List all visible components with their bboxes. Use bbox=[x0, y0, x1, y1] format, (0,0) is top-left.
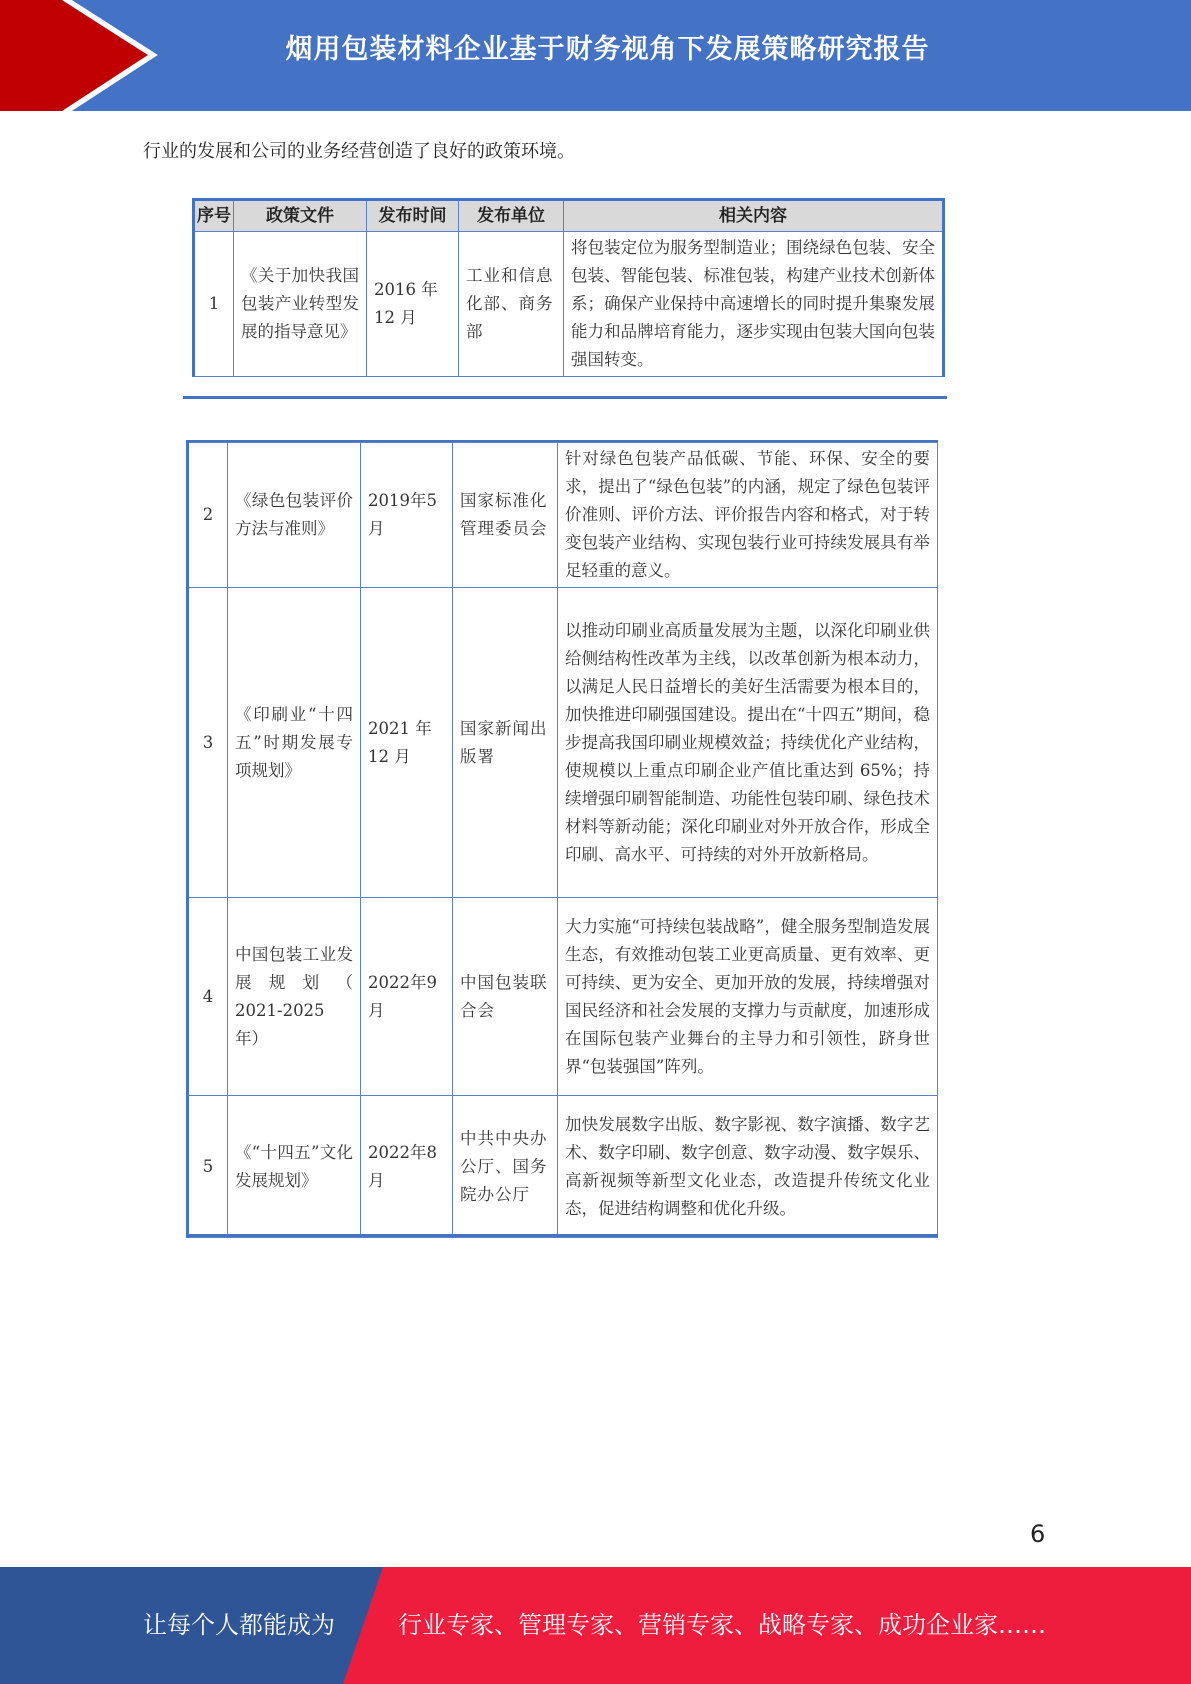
row-doc: 《印刷业“十四五”时期发展专项规划》 bbox=[228, 588, 361, 898]
table-row bbox=[188, 588, 938, 898]
page-number: 6 bbox=[1030, 1520, 1046, 1548]
intro-text: 行业的发展和公司的业务经营创造了良好的政策环境。 bbox=[143, 141, 575, 162]
row-doc: 《关于加快我国包装产业转型发展的指导意见》 bbox=[234, 232, 367, 377]
header-time: 发布时间 bbox=[367, 200, 459, 232]
table-row bbox=[188, 898, 938, 1096]
table-row bbox=[194, 232, 944, 377]
row-time: 2022年8月 bbox=[361, 1096, 453, 1238]
row-no: 4 bbox=[188, 898, 228, 1096]
row-content: 将包装定位为服务型制造业；围绕绿色包装、安全包装、智能包装、标准包装，构建产业技术创新体系；确保产业保持中高速增长的同时提升集聚发展能力和品牌培育能力，逐步实现由包装大国向包装强国转变。 bbox=[564, 232, 944, 377]
row-no: 5 bbox=[188, 1096, 228, 1238]
header-no: 序号 bbox=[194, 200, 234, 232]
page-footer bbox=[0, 1567, 1191, 1684]
header-doc: 政策文件 bbox=[234, 200, 367, 232]
row-doc: 《“十四五”文化发展规划》 bbox=[228, 1096, 361, 1238]
row-unit: 中共中央办公厅、国务院办公厅 bbox=[453, 1096, 558, 1238]
row-doc: 中国包装工业发展规划（ 2021-2025 年） bbox=[228, 898, 361, 1096]
table-row bbox=[188, 1096, 938, 1238]
row-no: 2 bbox=[188, 443, 228, 588]
row-time: 2019年5月 bbox=[361, 443, 453, 588]
header-content: 相关内容 bbox=[564, 200, 944, 232]
footer-slogan-left: 让每个人都能成为 bbox=[143, 1611, 335, 1639]
table-bottom-rule bbox=[183, 396, 947, 399]
footer-slogan-right: 行业专家、管理专家、营销专家、战略专家、成功企业家…… bbox=[398, 1611, 1046, 1639]
row-time: 2021 年 12 月 bbox=[361, 588, 453, 898]
row-unit: 中国包装联合会 bbox=[453, 898, 558, 1096]
table-header-row bbox=[194, 200, 944, 232]
row-unit: 国家标准化管理委员会 bbox=[453, 443, 558, 588]
report-title: 烟用包装材料企业基于财务视角下发展策略研究报告 bbox=[285, 34, 930, 65]
policy-table-part-2 bbox=[186, 442, 938, 1238]
table-bottom-rule bbox=[186, 1234, 938, 1237]
row-no: 3 bbox=[188, 588, 228, 898]
row-content: 针对绿色包装产品低碳、节能、环保、安全的要求，提出了“绿色包装”的内涵，规定了绿色包装评价准则、评价方法、评价报告内容和格式，对于转变包装产业结构、实现包装行业可持续发展具有举足轻重的意义。 bbox=[558, 443, 938, 588]
policy-table-part-1 bbox=[192, 198, 945, 377]
row-no: 1 bbox=[194, 232, 234, 377]
row-unit: 国家新闻出版署 bbox=[453, 588, 558, 898]
row-unit: 工业和信息化部、商务部 bbox=[459, 232, 564, 377]
row-content: 加快发展数字出版、数字影视、数字演播、数字艺术、数字印刷、数字创意、数字动漫、数字娱乐、高新视频等新型文化业态，改造提升传统文化业态，促进结构调整和优化升级。 bbox=[558, 1096, 938, 1238]
header-unit: 发布单位 bbox=[459, 200, 564, 232]
row-doc: 《绿色包装评价方法与准则》 bbox=[228, 443, 361, 588]
row-time: 2016 年 12 月 bbox=[367, 232, 459, 377]
table-row bbox=[188, 443, 938, 588]
page-header bbox=[0, 0, 1191, 111]
row-time: 2022年9月 bbox=[361, 898, 453, 1096]
row-content: 以推动印刷业高质量发展为主题，以深化印刷业供给侧结构性改革为主线，以改革创新为根本动力，以满足人民日益增长的美好生活需要为根本目的，加快推进印刷强国建设。提出在“十四五”期间，稳步提高我国印刷业规模效益；持续优化产业结构，使规模以上重点印刷企业产值比重达到 65%；持续增强印刷智能制造、功能性包装印刷、绿色技术材料等新动能；深化印刷业对外开放合作，形成全印刷、高水平、可持续的对外开放新格局。 bbox=[558, 588, 938, 898]
row-content: 大力实施“可持续包装战略”，健全服务型制造发展生态，有效推动包装工业更高质量、更有效率、更可持续、更为安全、更加开放的发展，持续增强对国民经济和社会发展的支撑力与贡献度，加速形成在国际包装产业舞台的主导力和引领性，跻身世界“包装强国”阵列。 bbox=[558, 898, 938, 1096]
